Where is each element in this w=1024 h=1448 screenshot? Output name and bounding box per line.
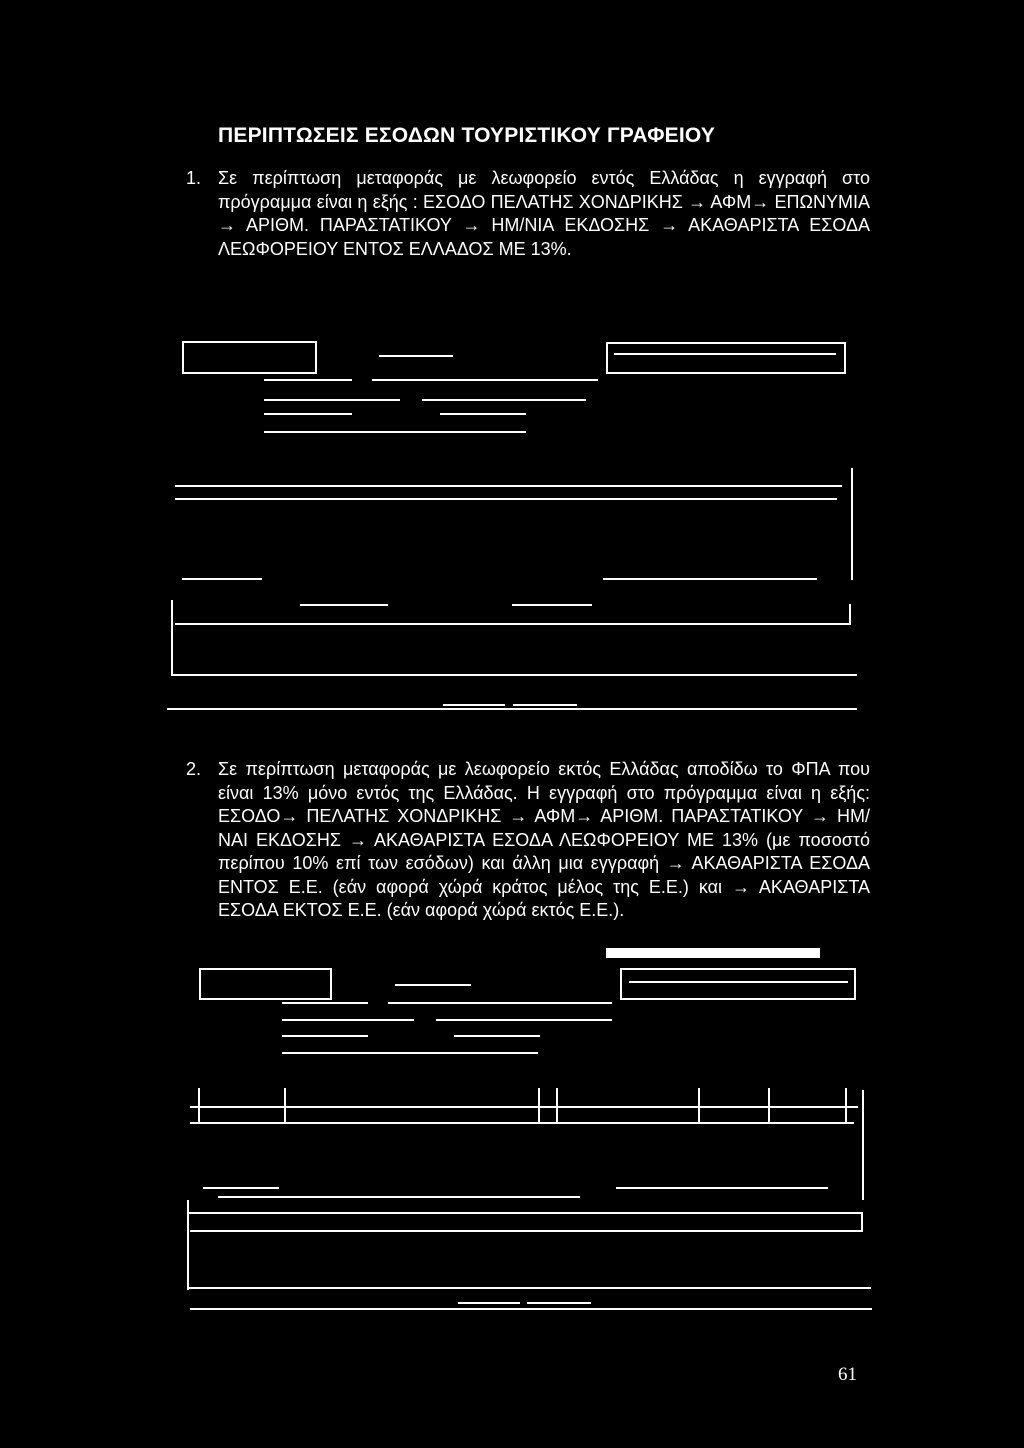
item-number: 2. <box>186 759 202 779</box>
form-line <box>458 1302 520 1304</box>
form-line <box>436 1019 612 1021</box>
form-line <box>527 1302 591 1304</box>
form-line <box>443 704 505 706</box>
form-line <box>372 379 598 381</box>
form-line <box>264 431 526 433</box>
table-line <box>190 1106 858 1108</box>
form-line <box>512 604 592 606</box>
table-line <box>190 1230 863 1232</box>
form-line <box>379 355 453 357</box>
table-line <box>861 1212 863 1230</box>
form-line <box>422 399 586 401</box>
form-line <box>395 984 471 986</box>
form-line <box>603 578 817 580</box>
table-line <box>175 623 851 625</box>
list-item-1 <box>186 167 870 261</box>
redaction-bar <box>606 948 820 958</box>
page-heading: ΠΕΡΙΠΤΩΣΕΙΣ ΕΣΟΔΩΝ ΤΟΥΡΙΣΤΙΚΟΥ ΓΡΑΦΕΙΟΥ <box>218 124 716 147</box>
form-line <box>300 604 388 606</box>
form-line <box>614 353 836 355</box>
table-line <box>187 1287 871 1289</box>
form-line <box>282 1035 368 1037</box>
table-line <box>175 498 837 500</box>
form-line <box>282 1052 538 1054</box>
item-number: 1. <box>186 168 202 188</box>
list-item-2 <box>186 758 870 923</box>
form-line <box>454 1035 540 1037</box>
form-line <box>282 1002 368 1004</box>
form-field-box <box>182 341 317 374</box>
form-line <box>282 1019 414 1021</box>
form-field-box <box>199 968 332 1000</box>
table-line <box>849 604 851 625</box>
form-field-box <box>606 342 846 374</box>
table-line <box>171 600 173 676</box>
page-number: 61 <box>838 1364 857 1385</box>
form-line <box>264 413 352 415</box>
form-line <box>218 1196 580 1198</box>
table-line <box>167 708 857 710</box>
table-line <box>190 1308 872 1310</box>
form-line <box>203 1187 279 1189</box>
table-line <box>190 1122 854 1124</box>
table-line <box>851 468 853 580</box>
table-line <box>171 674 857 676</box>
form-line <box>629 981 848 983</box>
table-line <box>862 1090 864 1200</box>
form-line <box>264 399 400 401</box>
form-line <box>513 704 577 706</box>
form-line <box>264 379 352 381</box>
item-text: Σε περίπτωση μεταφοράς με λεωφορείο εντός Ελλάδας η εγγραφή στο πρόγραμμα είναι η εξής : ΕΣΟΔΟ ΠΕΛΑΤΗΣ ΧΟΝΔΡΙΚΗΣ → ΑΦΜ→ ΕΠΩΝΥΜΙΑ → ΑΡΙΘΜ. ΠΑΡΑΣΤΑΤΙΚΟΥ → ΗΜ/ΝΙΑ ΕΚΔΟΣΗΣ → ΑΚΑΘΑΡΙΣΤΑ ΕΣΟΔΑ ΛΕΩΦΟΡΕΙΟΥ ΕΝΤΟΣ ΕΛΛΑΔΟΣ ΜΕ 13%. <box>218 168 870 259</box>
form-line <box>182 578 262 580</box>
item-text: Σε περίπτωση μεταφοράς με λεωφορείο εκτός Ελλάδας αποδίδω το ΦΠΑ που είναι 13% μόνο εντός της Ελλάδας. Η εγγραφή στο πρόγραμμα είναι η εξής: ΕΣΟΔΟ→ ΠΕΛΑΤΗΣ ΧΟΝΔΡΙΚΗΣ → ΑΦΜ→ ΑΡΙΘΜ. ΠΑΡΑΣΤΑΤΙΚΟΥ → ΗΜ/ΝΑΙ ΕΚΔΟΣΗΣ → ΑΚΑΘΑΡΙΣΤΑ ΕΣΟΔΑ ΛΕΩΦΟΡΕΙΟΥ ΜΕ 13% (με ποσοστό περίπου 10% επί των εσόδων) και άλλη μια εγγραφή → ΑΚΑΘΑΡΙΣΤΑ ΕΣΟΔΑ ΕΝΤΟΣ Ε.Ε. (εάν αφορά χώρά κράτος μέλος της Ε.Ε.) και → ΑΚΑΘΑΡΙΣΤΑ ΕΣΟΔΑ ΕΚΤΟΣ Ε.Ε. (εάν αφορά χώρά εκτός Ε.Ε.). <box>218 759 870 920</box>
form-line <box>616 1187 828 1189</box>
form-line <box>388 1002 612 1004</box>
table-line <box>187 1212 863 1214</box>
form-field-box <box>620 968 856 1000</box>
table-line <box>175 485 842 487</box>
form-line <box>440 413 526 415</box>
